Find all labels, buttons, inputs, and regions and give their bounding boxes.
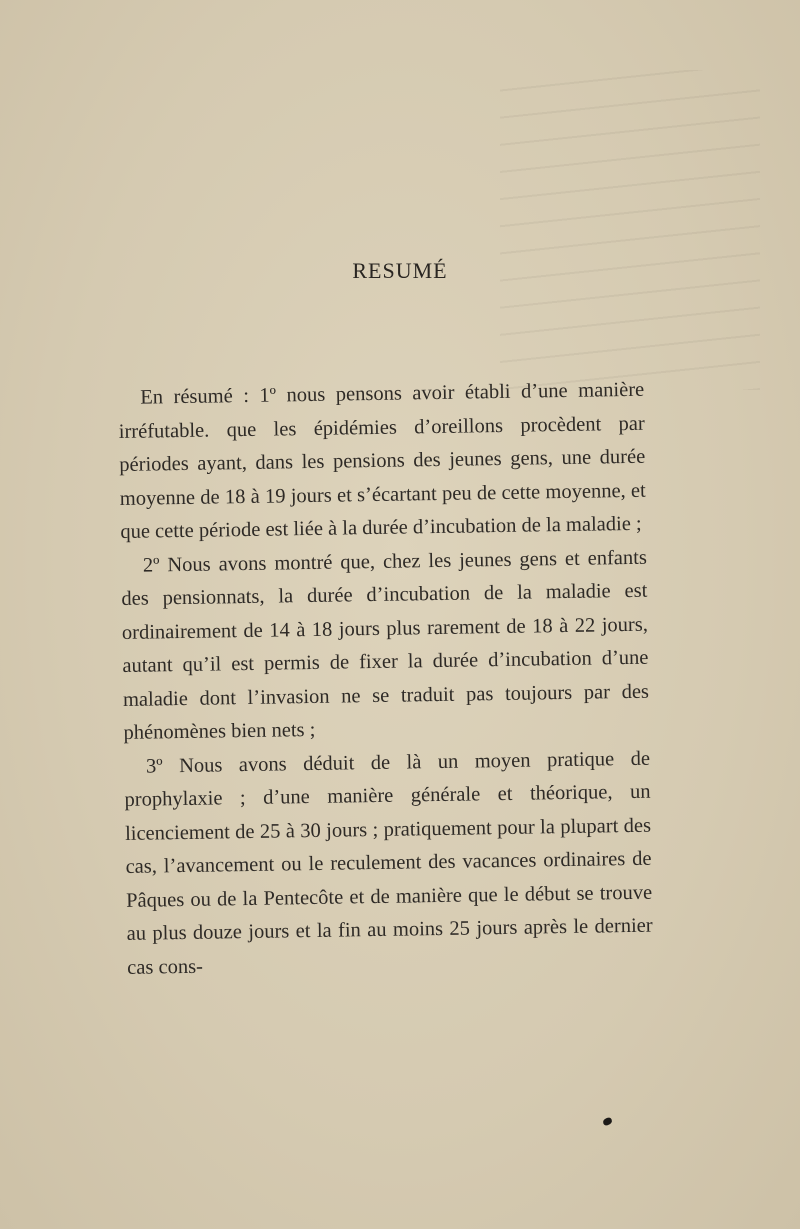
paragraph-2: 2º Nous avons montré que, chez les jeunes gens et enfants des pensionnats, la durée d’incubation de la maladie est ordinairement de 14 à 18 jours plus rarement de 18 à 22 jours, autant qu’il est permis de fixer la durée d’incubation d’une maladie dont l’invasion ne se traduit pas toujours par des phénomènes bien nets ; [121,546,650,744]
paragraph-3: 3º Nous avons déduit de là un moyen pratique de prophylaxie ; d’une manière générale et théorique, un licenciement de 25 à 30 jours ; pratiquement pour la plupart des cas, l’avancement ou le reculement des vacances ordinaires de Pâques ou de la Pentecôte et de manière que le début se trouve au plus douze jours et la fin au moins 25 jours après le dernier cas cons- [124,747,653,979]
paragraph-1: En résumé : 1º nous pensons avoir établi d’une manière irréfutable. que les épidémies d’oreillons procèdent par périodes ayant, dans les pensions des jeunes gens, une durée moyenne de 18 à 19 jours et s’écartant peu de cette moyenne, et que cette période est liée à la durée d’incubation de la maladie ; [118,378,646,543]
ink-mark [602,1117,613,1127]
page-title: RESUMÉ [352,258,448,283]
body-text [118,374,653,985]
bleed-through-text [500,70,760,390]
